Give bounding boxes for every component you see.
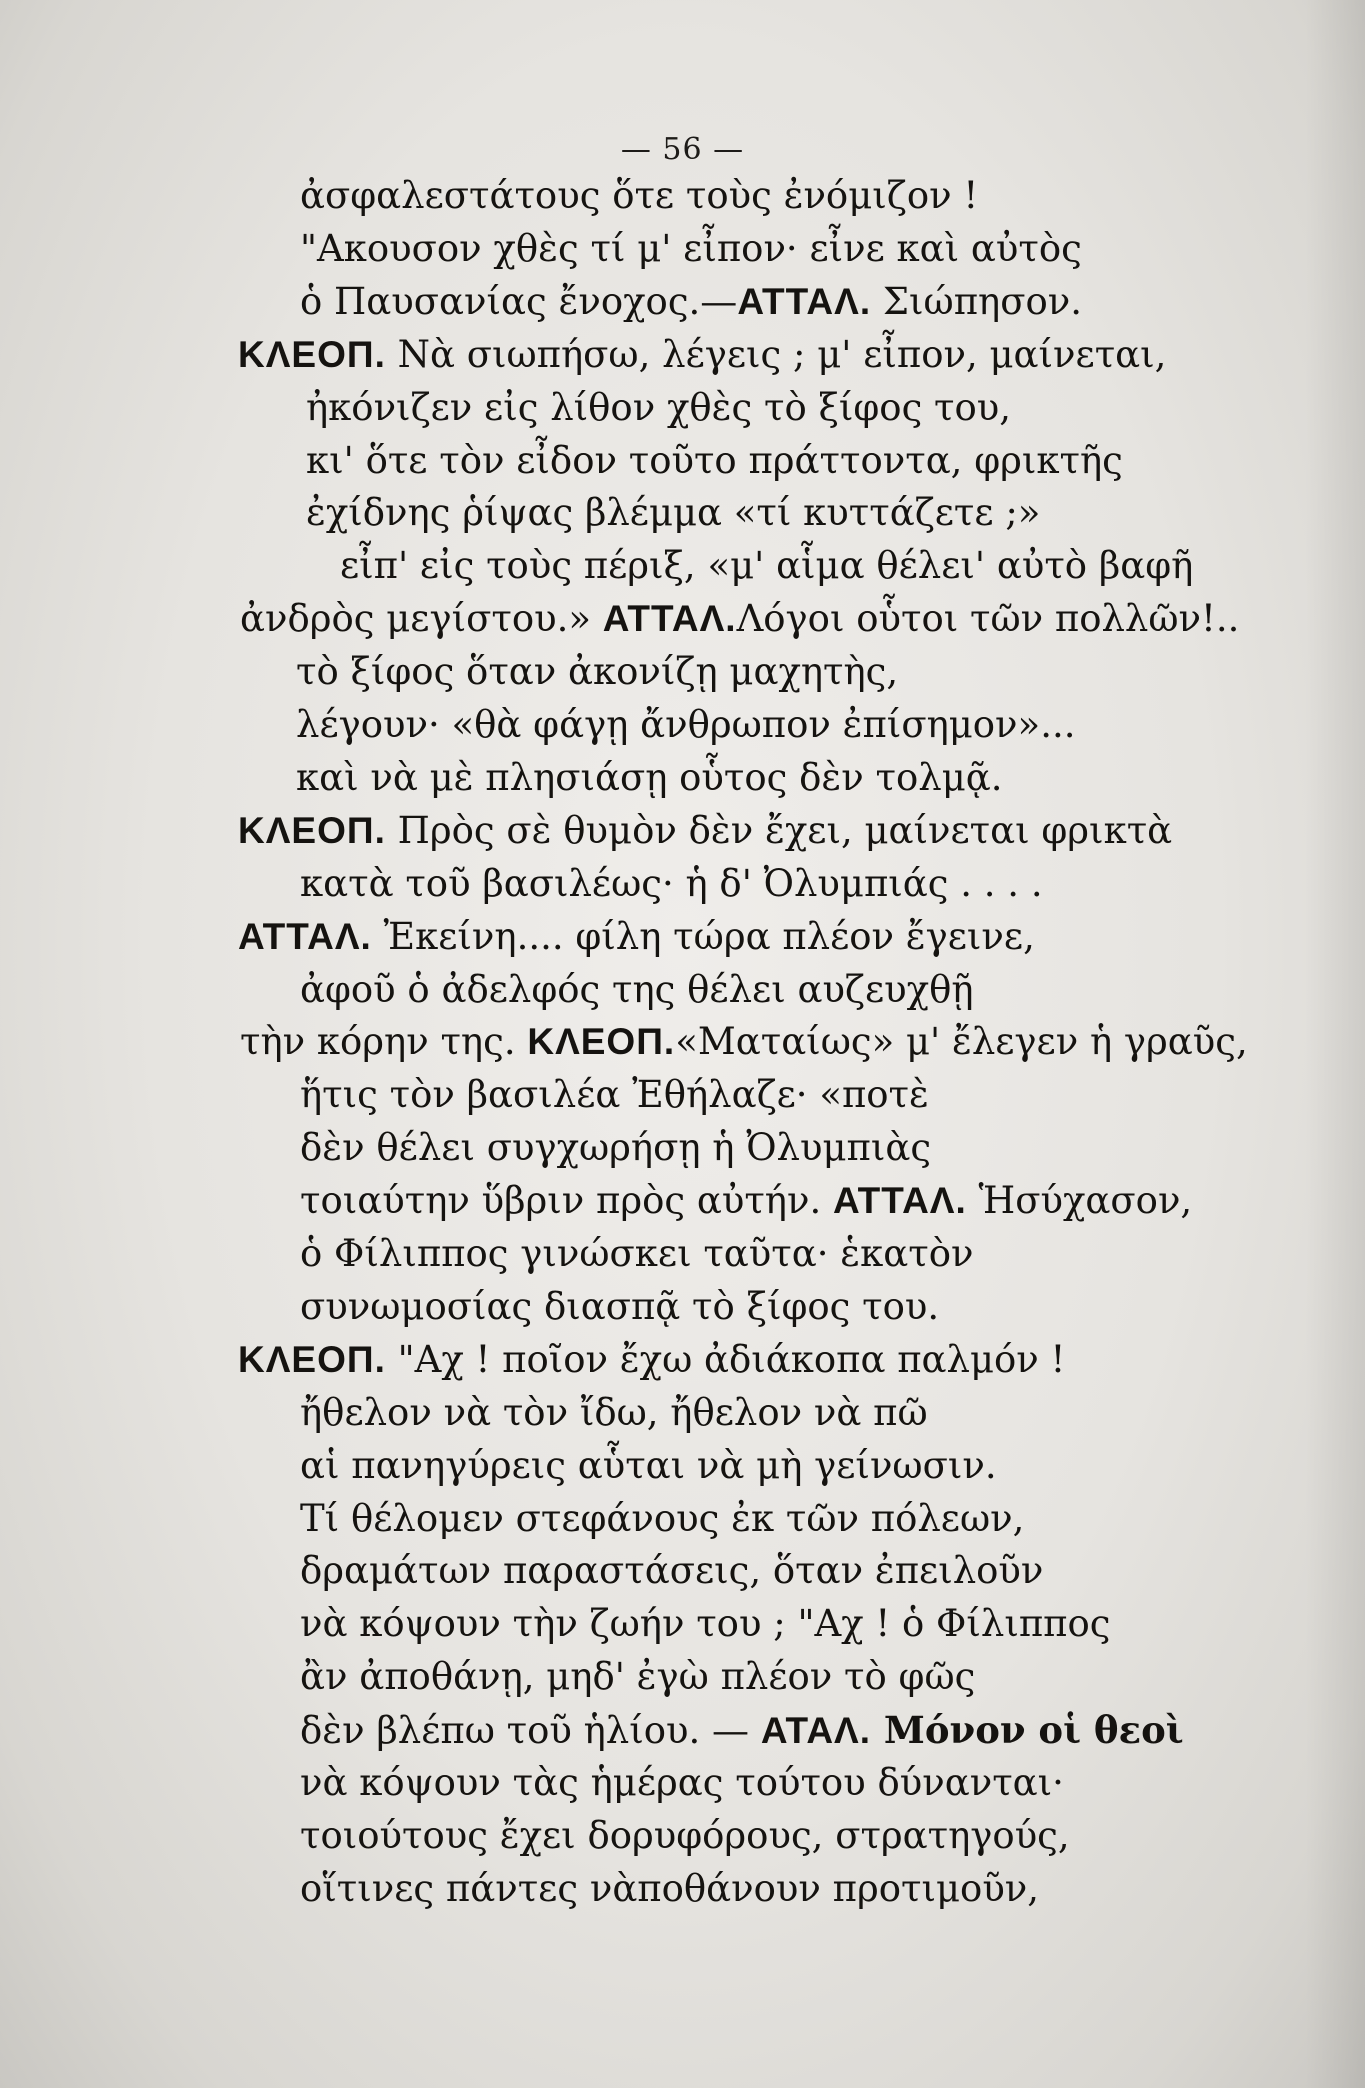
line-fragment: ἠκόνιζεν εἰς λίθον χθὲς τὸ ξίφος του, — [306, 386, 1012, 429]
text-line — [240, 597, 1239, 641]
line-fragment: ἐχίδνης ῥίψας βλέμμα «τί κυττάζετε ;» — [306, 491, 1041, 534]
line-fragment: ἥτις τὸν βασιλέα Ἐθήλαζε· «ποτὲ — [300, 1073, 929, 1116]
line-fragment: ὁ Φίλιππος γινώσκει ταῦτα· ἑκατὸν — [300, 1232, 974, 1275]
text-line — [238, 915, 1035, 959]
line-fragment: λέγουν· «θὰ φάγῃ ἄνθρωπον ἐπίσημον»... — [296, 703, 1076, 746]
text-line — [300, 1602, 1110, 1646]
speaker-name: ΚΛΕΟΠ. — [238, 810, 386, 851]
line-fragment: Πρὸς σὲ θυμὸν δὲν ἔχει, μαίνεται φρικτὰ — [385, 809, 1173, 852]
text-line — [238, 809, 1172, 853]
text-line — [300, 1814, 1070, 1858]
line-fragment: "Ακουσον χθὲς τί μ' εἶπον· εἶνε καὶ αὐτὸς — [300, 227, 1082, 270]
text-line — [300, 968, 974, 1012]
text-line — [300, 1655, 975, 1699]
text-line — [300, 1708, 1184, 1753]
line-fragment: Ἐκείνη.... φίλη τώρα πλέον ἔγεινε, — [371, 915, 1035, 958]
line-fragment: ἀνδρὸς μεγίστου.» — [240, 597, 603, 640]
text-line — [300, 1179, 1192, 1223]
speaker-name: ΚΛΕΟΠ. — [238, 334, 386, 375]
speaker-name: ΑΤΤΑΛ. — [832, 1180, 967, 1221]
text-line — [306, 491, 1040, 535]
line-fragment: Σιώπησον. — [871, 280, 1082, 323]
line-fragment: ἂν ἀποθάνῃ, μηδ' ἐγὼ πλέον τὸ φῶς — [300, 1655, 976, 1698]
text-line — [300, 1391, 928, 1435]
speaker-name: ΚΛΕΟΠ. — [238, 1339, 386, 1380]
page-number: — 56 — — [620, 132, 745, 167]
text-line — [300, 862, 1043, 906]
page-edge-shadow — [1305, 0, 1365, 2088]
line-fragment: νὰ κόψουν τὴν ζωήν του ; "Αχ ! ὁ Φίλιππος — [300, 1602, 1111, 1645]
line-fragment: κι' ὅτε τὸν εἶδον τοῦτο πράττοντα, φρικτῆς — [306, 439, 1123, 482]
line-fragment: κατὰ τοῦ βασιλέως· ἡ δ' Ὀλυμπιάς . . . . — [300, 862, 1043, 905]
text-line — [238, 333, 1166, 377]
line-fragment: ἀσφαλεστάτους ὅτε τοὺς ἐνόμιζον ! — [300, 174, 979, 217]
text-line — [300, 1761, 1064, 1805]
line-fragment: τὸ ξίφος ὅταν ἀκονίζῃ μαχητὴς, — [296, 650, 899, 693]
line-fragment: τὴν κόρην της. — [240, 1020, 528, 1063]
text-line — [300, 280, 1082, 324]
text-line — [300, 174, 978, 218]
text-line — [300, 227, 1082, 271]
text-line — [340, 544, 1193, 588]
line-fragment: νὰ κόψουν τὰς ἡμέρας τούτου δύνανται· — [300, 1761, 1064, 1804]
line-fragment: οἵτινες πάντες νὰποθάνουν προτιμοῦν, — [300, 1867, 1040, 1910]
line-fragment: εἶπ' εἰς τοὺς πέριξ, «μ' αἷμα θέλει' αὐτὸ βαφῆ — [340, 544, 1194, 587]
text-line — [300, 1444, 997, 1488]
line-fragment: Λόγοι οὗτοι τῶν πολλῶν!.. — [736, 597, 1240, 640]
line-fragment: δὲν βλέπω τοῦ ἡλίου. — — [300, 1709, 761, 1752]
text-line — [300, 1073, 929, 1117]
text-line — [300, 1549, 1043, 1593]
line-fragment: "Αχ ! ποῖον ἔχω ἀδιάκοπα παλμόν ! — [385, 1338, 1066, 1381]
line-fragment: αἱ πανηγύρεις αὗται νὰ μὴ γείνωσιν. — [300, 1444, 997, 1487]
speaker-name: ΑΤΤΑΛ. — [602, 598, 737, 639]
line-fragment: τοιούτους ἔχει δορυφόρους, στρατηγούς, — [300, 1814, 1070, 1857]
text-line — [300, 1126, 931, 1170]
speaker-name: ΑΤΤΑΛ. — [737, 281, 872, 322]
line-fragment: ὁ Παυσανίας ἔνοχος.— — [300, 280, 738, 323]
line-fragment: Νὰ σιωπήσω, λέγεις ; μ' εἶπον, μαίνεται, — [385, 333, 1167, 376]
line-fragment: δραμάτων παραστάσεις, ὅταν ἐπειλοῦν — [300, 1549, 1044, 1592]
text-line — [306, 386, 1011, 430]
text-line — [300, 1232, 973, 1276]
line-fragment: δὲν θέλει συγχωρήσῃ ἡ Ὀλυμπιὰς — [300, 1126, 932, 1169]
text-line — [300, 1867, 1039, 1911]
line-fragment: καὶ νὰ μὲ πλησιάσῃ οὗτος δὲν τολμᾷ. — [296, 756, 1003, 799]
line-fragment: Τί θέλομεν στεφάνους ἐκ τῶν πόλεων, — [300, 1497, 1025, 1540]
speaker-name: ΑΤΤΑΛ. — [238, 916, 372, 957]
text-line — [296, 650, 898, 694]
speaker-name: ΑΤΑΛ. — [760, 1710, 872, 1751]
line-fragment: ἤθελον νὰ τὸν ἴδω, ἤθελον νὰ πῶ — [300, 1391, 928, 1434]
text-line — [240, 1020, 1248, 1064]
line-fragment: συνωμοσίας διασπᾷ τὸ ξίφος του. — [300, 1285, 940, 1328]
text-line — [238, 1338, 1065, 1382]
text-line — [306, 439, 1123, 483]
speaker-name: ΚΛΕΟΠ. — [527, 1021, 676, 1062]
text-line — [296, 703, 1075, 747]
line-fragment: τοιαύτην ὕβριν πρὸς αὐτήν. — [300, 1179, 833, 1222]
text-line — [296, 756, 1003, 800]
line-fragment: Μόνον οἱ θεοὶ — [871, 1708, 1184, 1752]
line-fragment: Ἡσύχασον, — [966, 1179, 1193, 1222]
text-line — [300, 1285, 939, 1329]
line-fragment: «Ματαίως» μ' ἔλεγεν ἡ γραῦς, — [675, 1020, 1248, 1063]
text-line — [300, 1497, 1024, 1541]
line-fragment: ἀφοῦ ὁ ἀδελφός της θέλει αυζευχθῇ — [300, 968, 974, 1011]
